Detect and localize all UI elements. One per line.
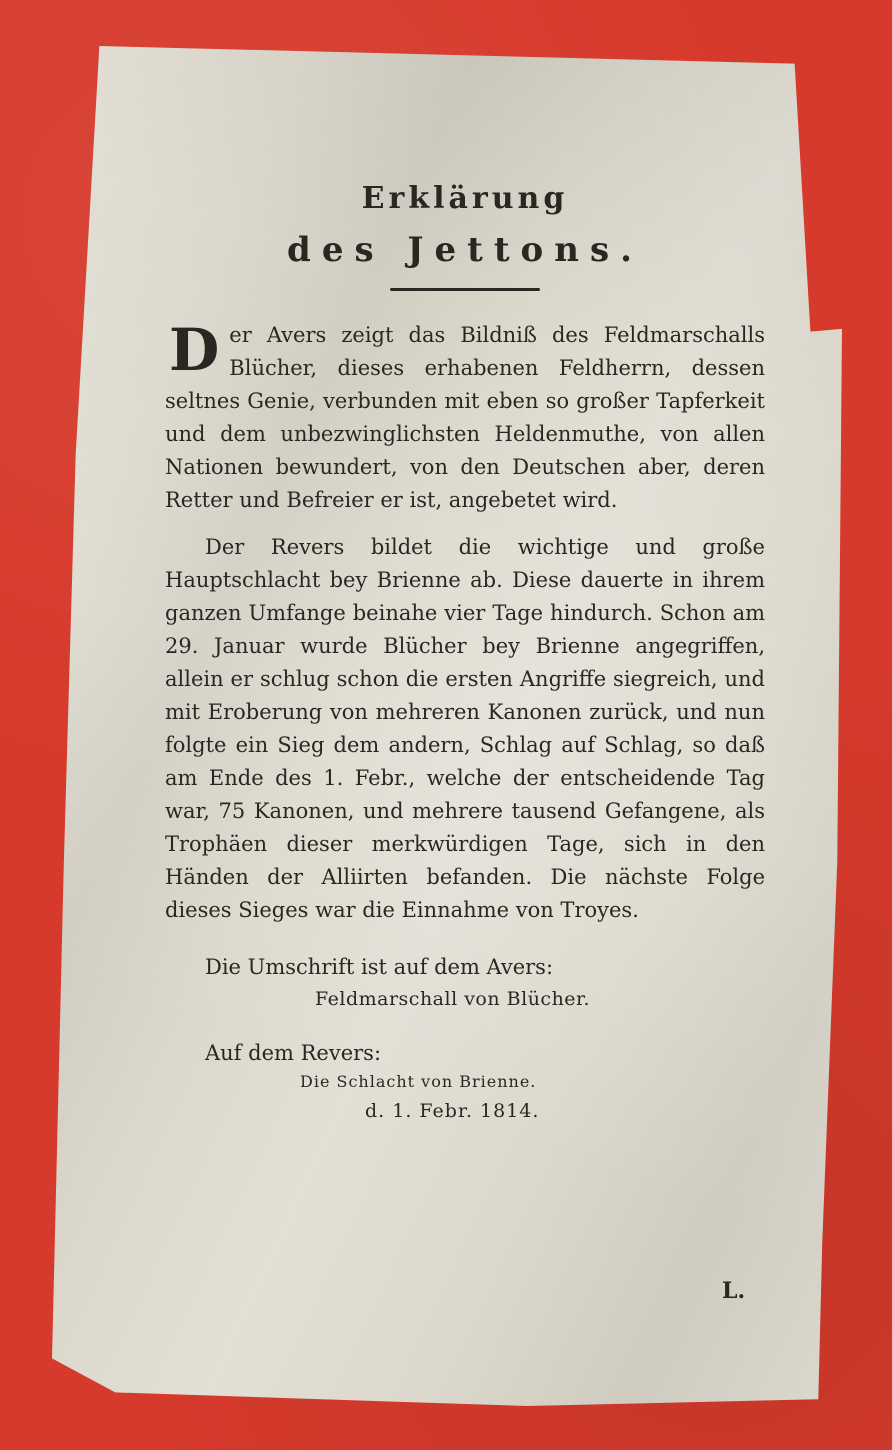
paragraph-avers-text: er Avers zeigt das Bildniß des Feldmarschalls Blücher, dieses erhabenen Feldherrn, dessen seltnes Genie, verbunden mit eben so großer Tapferkeit und dem unbezwinglichsten Heldenmuthe, von allen Nationen bewundert, von den Deutschen aber, deren Retter und Befreier er ist, angebetet wird. — [165, 323, 765, 512]
document-body — [165, 175, 765, 1127]
avers-inscription: Feldmarschall von Blücher. — [315, 988, 591, 1010]
revers-intro: Auf dem Revers: — [205, 1041, 382, 1065]
paragraph-revers: Der Revers bildet die wichtige und große Hauptschlacht bey Brienne ab. Diese dauerte in ihrem ganzen Umfange beinahe vier Tage hindurch. Schon am 29. Januar wurde Blücher bey Brienne angegriffen, allein er schlug schon die ersten Angriffe siegreich, und mit Eroberung von mehreren Kanonen zurück, und nun folgte ein Sieg dem andern, Schlag auf Schlag, so daß am Ende des 1. Febr., welche der entscheidende Tag war, 75 Kanonen, und mehrere tausend Gefangene, als Trophäen dieser merkwürdigen Tage, sich in den Händen der Alliirten befanden. Die nächste Folge dieses Sieges war die Einnahme von Troyes. — [165, 535, 765, 922]
inscriptions — [165, 951, 765, 1127]
avers-intro: Die Umschrift ist auf dem Avers: — [205, 955, 554, 979]
signature: L. — [722, 1278, 746, 1304]
revers-date: d. 1. Febr. 1814. — [365, 1100, 540, 1122]
document-subtitle: des Jettons. — [287, 230, 643, 270]
title-divider — [390, 288, 540, 291]
drop-cap: D — [169, 316, 220, 384]
revers-inscription: Die Schlacht von Brienne. — [300, 1072, 537, 1091]
paragraph-avers — [165, 316, 765, 517]
document-title: Erklärung — [361, 181, 569, 216]
